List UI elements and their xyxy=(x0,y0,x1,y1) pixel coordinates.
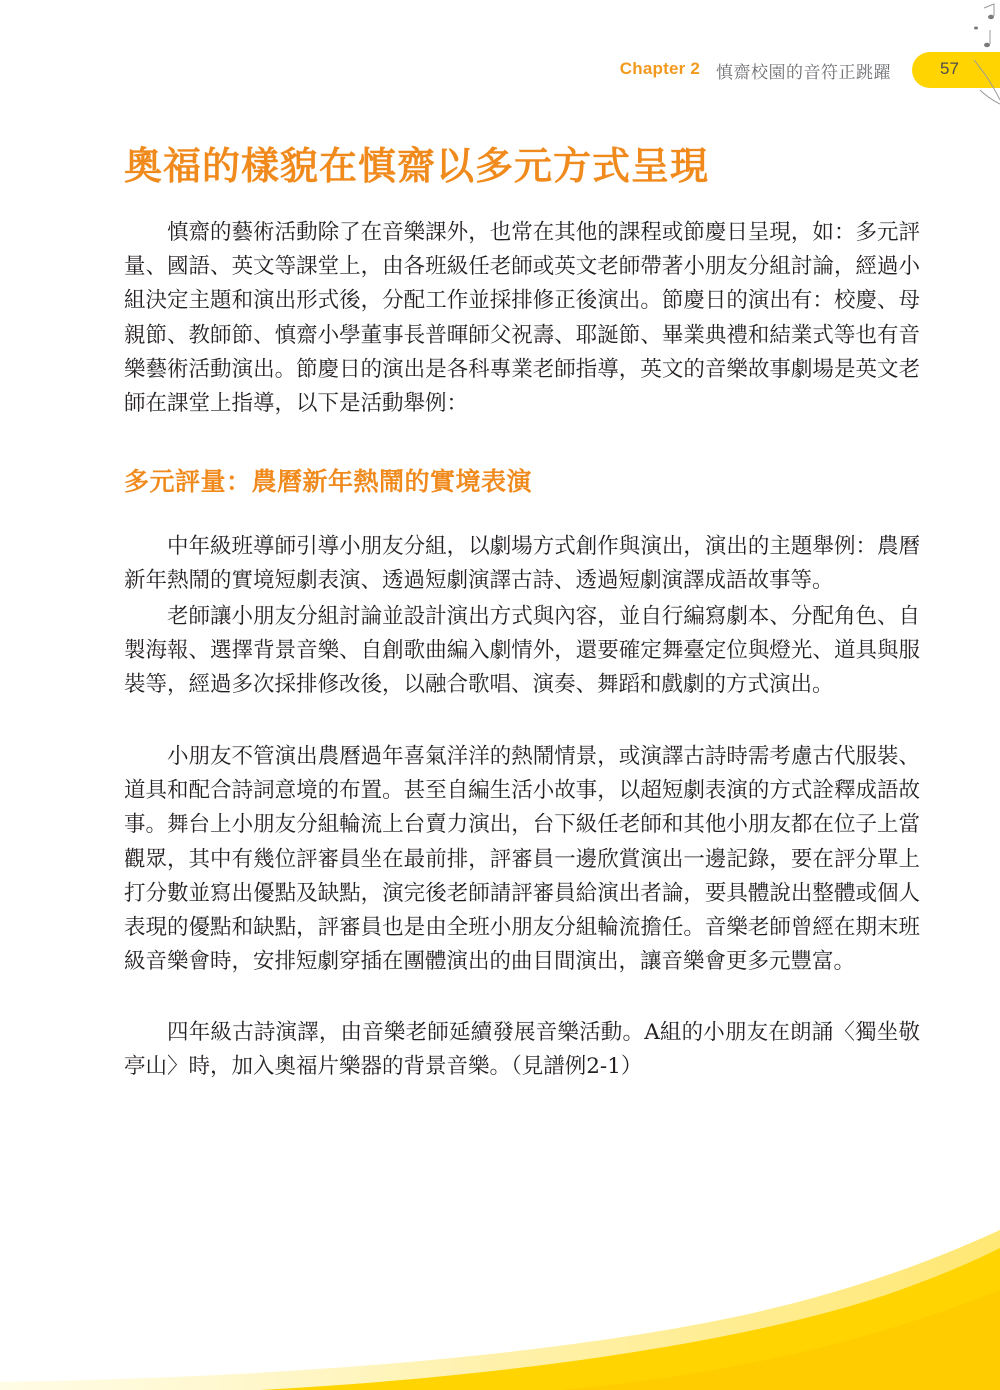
body-paragraph: 四年級古詩演譯，由音樂老師延續發展音樂活動。A組的小朋友在朗誦〈獨坐敬亭山〉時，加入奧福片樂器的背景音樂。（見譜例2-1） xyxy=(124,1020,920,1080)
music-notes-icon xyxy=(960,0,1000,110)
body-paragraph: 小朋友不管演出農曆過年喜氣洋洋的熱鬧情景，或演譯古詩時需考慮古代服裝、道具和配合詩詞意境的布置。甚至自編生活小故事，以超短劇表演的方式詮釋成語故事。舞台上小朋友分組輪流上台賣力演出，台下級任老師和其他小朋友都在位子上當觀眾，其中有幾位評審員坐在最前排，評審員一邊欣賞演出一邊記錄，要在評分單上打分數並寫出優點及缺點，演完後老師請評審員給演出者論，要具體說出整體或個人表現的優點和缺點，評審員也是由全班小朋友分組輪流擔任。音樂老師曾經在期末班級音樂會時，安排短劇穿插在團體演出的曲目間演出，讓音樂會更多元豐富。 xyxy=(124,744,920,975)
chapter-label: Chapter 2 xyxy=(619,59,700,78)
intro-paragraph: 慎齋的藝術活動除了在音樂課外，也常在其他的課程或節慶日呈現，如：多元評量、國語、英文等課堂上，由各班級任老師或英文老師帶著小朋友分組討論，經過小組決定主題和演出形式後，分配工作並採排修正後演出。節慶日的演出有：校慶、母親節、教師節、慎齋小學董事長普暉師父祝壽、耶誕節、畢業典禮和結業式等也有音樂藝術活動演出。節慶日的演出是各科專業老師指導，英文的音樂故事劇場是英文老師在課堂上指導，以下是活動舉例： xyxy=(124,220,920,417)
page-title: 奧福的樣貌在慎齋以多元方式呈現 xyxy=(124,143,710,188)
running-header xyxy=(0,52,1000,88)
body-paragraph: 中年級班導師引導小朋友分組，以劇場方式創作與演出，演出的主題舉例：農曆新年熱鬧的實境短劇表演、透過短劇演譯古詩、透過短劇演譯成語故事等。 xyxy=(124,534,920,594)
chapter-title: 慎齋校園的音符正跳躍 xyxy=(716,63,891,83)
body-paragraph: 老師讓小朋友分組討論並設計演出方式與內容，並自行編寫劇本、分配角色、自製海報、選擇背景音樂、自創歌曲編入劇情外，還要確定舞臺定位與燈光、道具與服裝等，經過多次採排修改後，以融合歌唱、演奏、舞蹈和戲劇的方式演出。 xyxy=(124,604,920,698)
section-title: 多元評量：農曆新年熱鬧的實境表演 xyxy=(124,467,533,496)
page-number: 57 xyxy=(940,59,959,78)
